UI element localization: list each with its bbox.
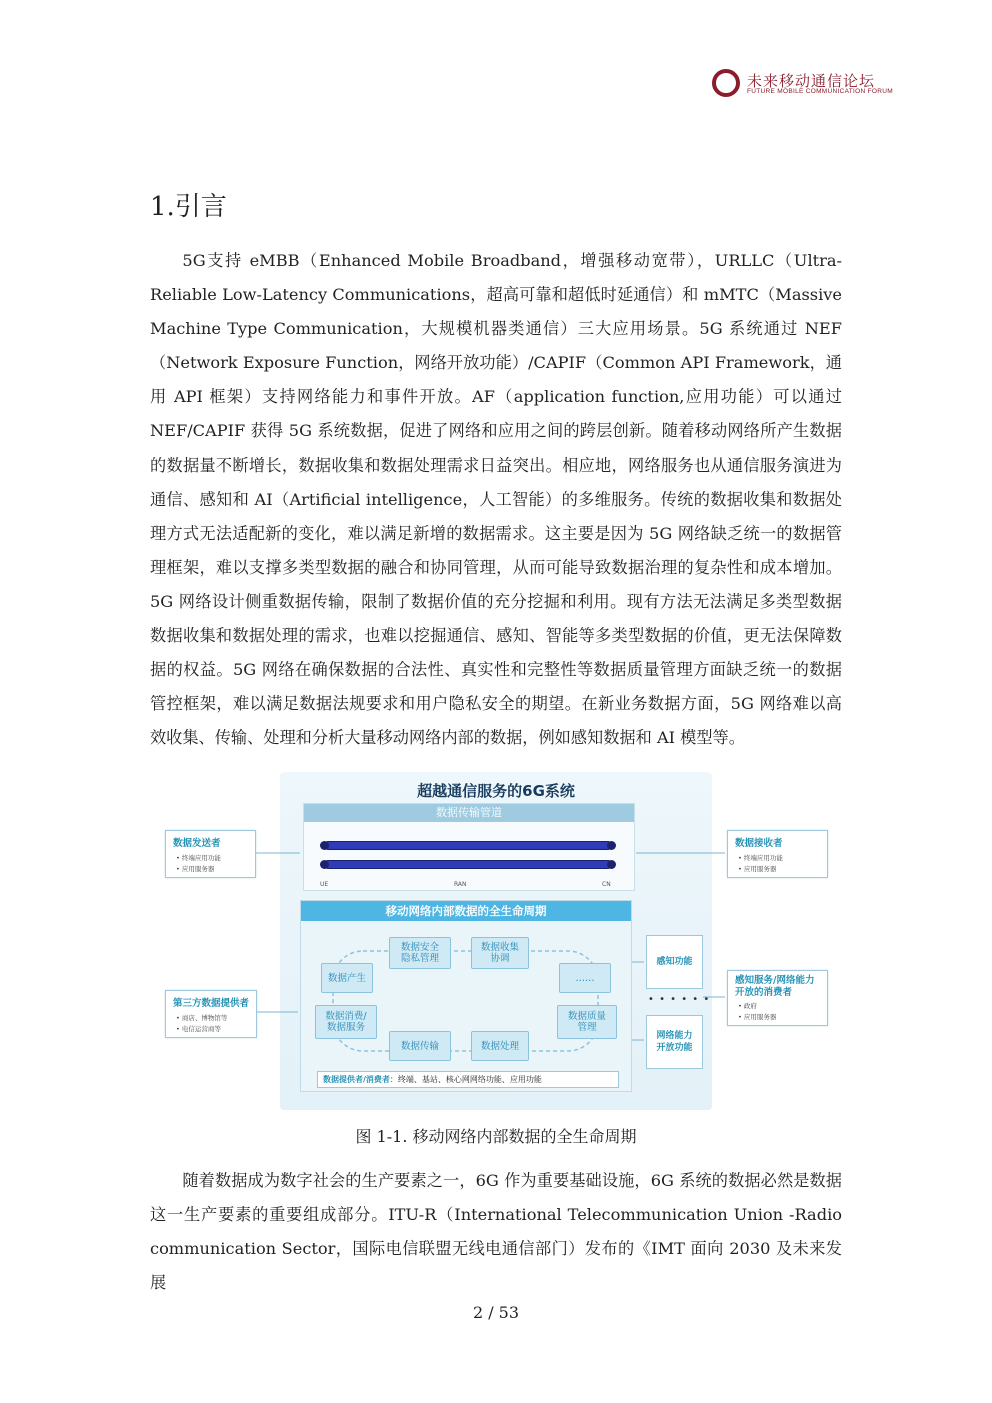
third-party-provider-box	[165, 990, 257, 1038]
third-party-item: • 商店、博物馆等	[176, 1014, 228, 1022]
pipe-tube-lower	[324, 860, 612, 869]
consumer-item: • 政府	[738, 1002, 757, 1010]
node-data-consume: 数据消费/ 数据服务	[315, 1005, 377, 1039]
sender-item: • 应用服务器	[176, 865, 215, 873]
side-ellipsis: • • • • • •	[648, 994, 711, 1005]
receiver-item: • 应用服务器	[738, 865, 777, 873]
sender-title: 数据发送者	[173, 838, 221, 849]
lifecycle-cycle-arrows	[301, 901, 631, 1091]
footer-text: ：终端、基站、核心网网络功能、应用功能	[389, 1075, 542, 1084]
figure-lifecycle	[160, 772, 832, 1112]
exposure-function-box: 网络能力 开放功能	[646, 1015, 703, 1069]
pipeline-label: 数据传输管道	[304, 804, 634, 822]
logo-text-cn: 未来移动通信论坛	[747, 72, 876, 90]
pipe-end	[320, 860, 329, 869]
pipe-end	[320, 841, 329, 850]
page-number: 2 / 53	[472, 1303, 520, 1322]
consumer-item: • 应用服务器	[738, 1013, 777, 1021]
sensing-function-box: 感知功能	[646, 935, 703, 989]
receiver-title: 数据接收者	[735, 838, 783, 849]
lifecycle-panel	[300, 900, 632, 1092]
node-data-generate: 数据产生	[321, 963, 373, 993]
paragraph-6g: 随着数据成为数字社会的生产要素之一，6G 作为重要基础设施，6G 系统的数据必然是数据这一生产要素的重要组成部分。ITU-R（International Telecommunication Union -Radio communication Sector，国际电信联盟无线电通信部门）发布的《IMT 面向 2030 及未来发展	[150, 1171, 842, 1293]
receiver-item: • 终端应用功能	[738, 854, 783, 862]
transfer-pipeline	[303, 803, 635, 891]
tick-ran: RAN	[454, 881, 467, 888]
data-sender-box	[165, 830, 256, 878]
consumer-title: 感知服务/网络能力开放的消费者	[735, 975, 815, 998]
paragraph-intro: 5G支持 eMBB（Enhanced Mobile Broadband，增强移动宽带），URLLC（Ultra-Reliable Low-Latency Communications，超高可靠和超低时延通信）和 mMTC（Massive Machine Type Communication，大规模机器类通信）三大应用场景。5G 系统通过 NEF（Network Exposure Function，网络开放功能）/CAPIF（Common API Framework，通用 API 框架）支持网络能力和事件开放。AF（application function,应用功能）可以通过 NEF/CAPIF 获得 5G 系统数据，促进了网络和应用之间的跨层创新。随着移动网络所产生数据的数据量不断增长，数据收集和数据处理需求日益突出。相应地，网络服务也从通信服务演进为通信、感知和 AI（Artificial intelligence，人工智能）的多维服务。传统的数据收集和数据处理方式无法适配新的变化，难以满足新增的数据需求。这主要是因为 5G 网络缺乏统一的数据管理框架，难以支撑多类型数据的融合和协同管理，从而可能导致数据治理的复杂性和成本增加。5G 网络设计侧重数据传输，限制了数据价值的充分挖掘和利用。现有方法无法满足多类型数据数据收集和数据处理的需求，也难以挖掘通信、感知、智能等多类型数据的价值，更无法保障数据的权益。5G 网络在确保数据的合法性、真实性和完整性等数据质量管理方面缺乏统一的数据管控框架，难以满足数据法规要求和用户隐私安全的期望。在新业务数据方面，5G 网络难以高效收集、传输、处理和分析大量移动网络内部的数据，例如感知数据和 AI 模型等。	[150, 251, 842, 748]
lifecycle-label: 移动网络内部数据的全生命周期	[301, 901, 631, 921]
forum-logo-icon	[711, 68, 741, 98]
third-party-item: • 电信运营商等	[176, 1025, 221, 1033]
logo-text-en: FUTURE MOBILE COMMUNICATION FORUM	[747, 88, 893, 95]
tick-cn: CN	[602, 881, 611, 888]
pipe-end	[607, 841, 616, 850]
node-data-collection: 数据收集 协调	[471, 937, 529, 969]
footer-highlight: 数据提供者/消费者	[323, 1075, 390, 1084]
pipe-tube-upper	[324, 841, 612, 850]
forum-logo	[711, 68, 891, 100]
tick-ue: UE	[320, 881, 329, 888]
consumer-box	[727, 970, 828, 1026]
section-title: 1.引言	[150, 192, 227, 222]
figure-caption: 图 1-1. 移动网络内部数据的全生命周期	[355, 1127, 637, 1146]
node-data-transfer: 数据传输	[389, 1031, 451, 1061]
third-party-title: 第三方数据提供者	[173, 998, 250, 1009]
figure-title: 超越通信服务的6G系统	[417, 782, 575, 800]
data-receiver-box	[727, 830, 828, 878]
node-quality-management: 数据质量 管理	[557, 1005, 617, 1039]
pipe-end	[607, 860, 616, 869]
sender-item: • 终端应用功能	[176, 854, 221, 862]
lifecycle-footer	[317, 1071, 619, 1088]
node-security-privacy: 数据安全 隐私管理	[389, 937, 451, 969]
node-ellipsis: ……	[559, 963, 611, 993]
node-data-processing: 数据处理	[471, 1031, 529, 1061]
